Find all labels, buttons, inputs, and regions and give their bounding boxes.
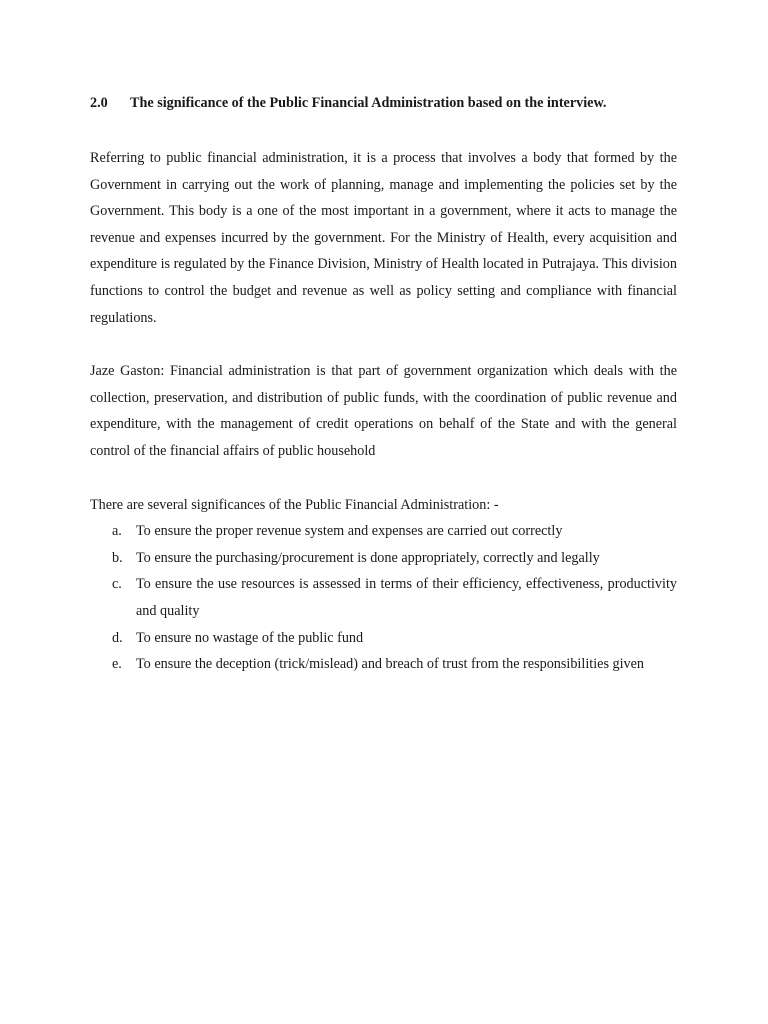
list-item-text: To ensure no wastage of the public fund	[136, 629, 364, 646]
list-marker: a.	[112, 523, 122, 540]
list-item-text: To ensure the deception (trick/mislead) and breach of trust from the responsibilities given	[136, 656, 645, 673]
list-item	[90, 625, 677, 652]
section-number: 2.0	[90, 95, 108, 111]
list-item-text: To ensure the proper revenue system and expenses are carried out correctly	[136, 523, 563, 540]
document-body	[90, 93, 677, 678]
paragraph-intro: Referring to public financial administration, it is a process that involves a body that formed by the Government in carrying out the work of planning, manage and implementing the policies set by the Government. This body is a one of the most important in a government, where it acts to manage the revenue and expenses incurred by the government. For the Ministry of Health, every acquisition and expenditure is regulated by the Finance Division, Ministry of Health located in Putrajaya. This division functions to control the budget and revenue as well as policy setting and compliance with financial regulations.	[90, 150, 677, 326]
list-item	[90, 651, 677, 678]
section-title: The significance of the Public Financial Administration based on the interview.	[130, 95, 607, 111]
section-heading	[90, 93, 677, 113]
list-item	[90, 545, 677, 572]
list-marker: d.	[112, 629, 123, 646]
list-item-text: To ensure the use resources is assessed in terms of their efficiency, effectiveness, productivity and quality	[136, 576, 677, 619]
list-intro: There are several significances of the Public Financial Administration: -	[90, 496, 499, 513]
list-item	[90, 571, 677, 624]
list-item	[90, 518, 677, 545]
list-item-text: To ensure the purchasing/procurement is done appropriately, correctly and legally	[136, 549, 600, 566]
list-marker: c.	[112, 576, 122, 593]
significance-list	[90, 518, 677, 678]
paragraph-quote: Jaze Gaston: Financial administration is that part of government organization which deals with the collection, preservation, and distribution of public funds, with the coordination of public revenue and expenditure, with the management of credit operations on behalf of the State and with the general control of the financial affairs of public household	[90, 363, 677, 459]
list-marker: b.	[112, 549, 123, 566]
list-marker: e.	[112, 656, 122, 673]
